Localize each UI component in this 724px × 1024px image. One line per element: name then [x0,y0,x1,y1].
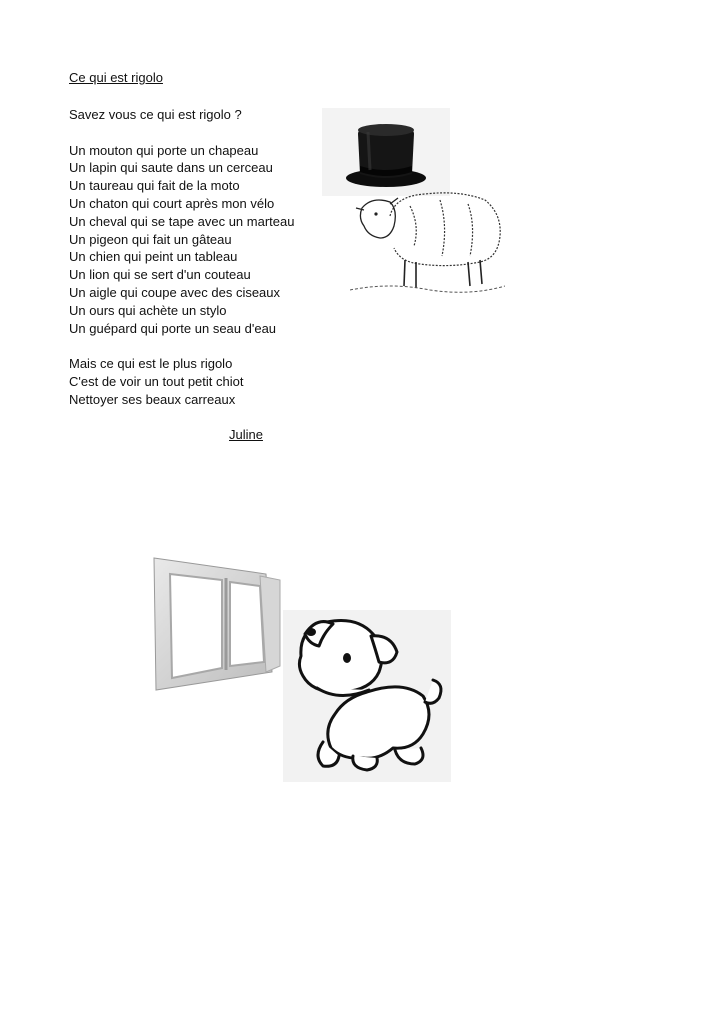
poem-line: Un guépard qui porte un seau d'eau [69,320,277,336]
window-icon [148,556,288,692]
poem-line [69,124,294,142]
poem-title: Ce qui est rigolo [69,70,163,85]
poem-line: Un pigeon qui fait un gâteau [69,231,232,247]
poem-line: Un aigle qui coupe avec des ciseaux [69,284,281,300]
poem-line: Un ours qui achète un stylo [69,302,227,318]
poem-line: C'est de voir un tout petit chiot [69,373,244,389]
poem-line: Un chaton qui court après mon vélo [69,195,275,211]
poem-line: Un cheval qui se tape avec un marteau [69,213,295,229]
sheep-icon [350,186,505,298]
poem-line: Nettoyer ses beaux carreaux [69,391,236,407]
poem-line: Un mouton qui porte un chapeau [69,142,259,158]
poem-line: Un chien qui peint un tableau [69,249,238,265]
poem-line: Un lapin qui saute dans un cerceau [69,160,273,176]
poem-line: Mais ce qui est le plus rigolo [69,356,233,372]
poem-line [69,337,294,355]
poem-line: Un taureau qui fait de la moto [69,178,240,194]
poem-line: Un lion qui se sert d'un couteau [69,267,251,283]
poem-line: Savez vous ce qui est rigolo ? [69,107,242,122]
puppy-icon [283,610,451,782]
top-hat-icon [322,108,450,196]
poem-author: Juline [229,427,263,442]
poem-body [69,106,294,409]
